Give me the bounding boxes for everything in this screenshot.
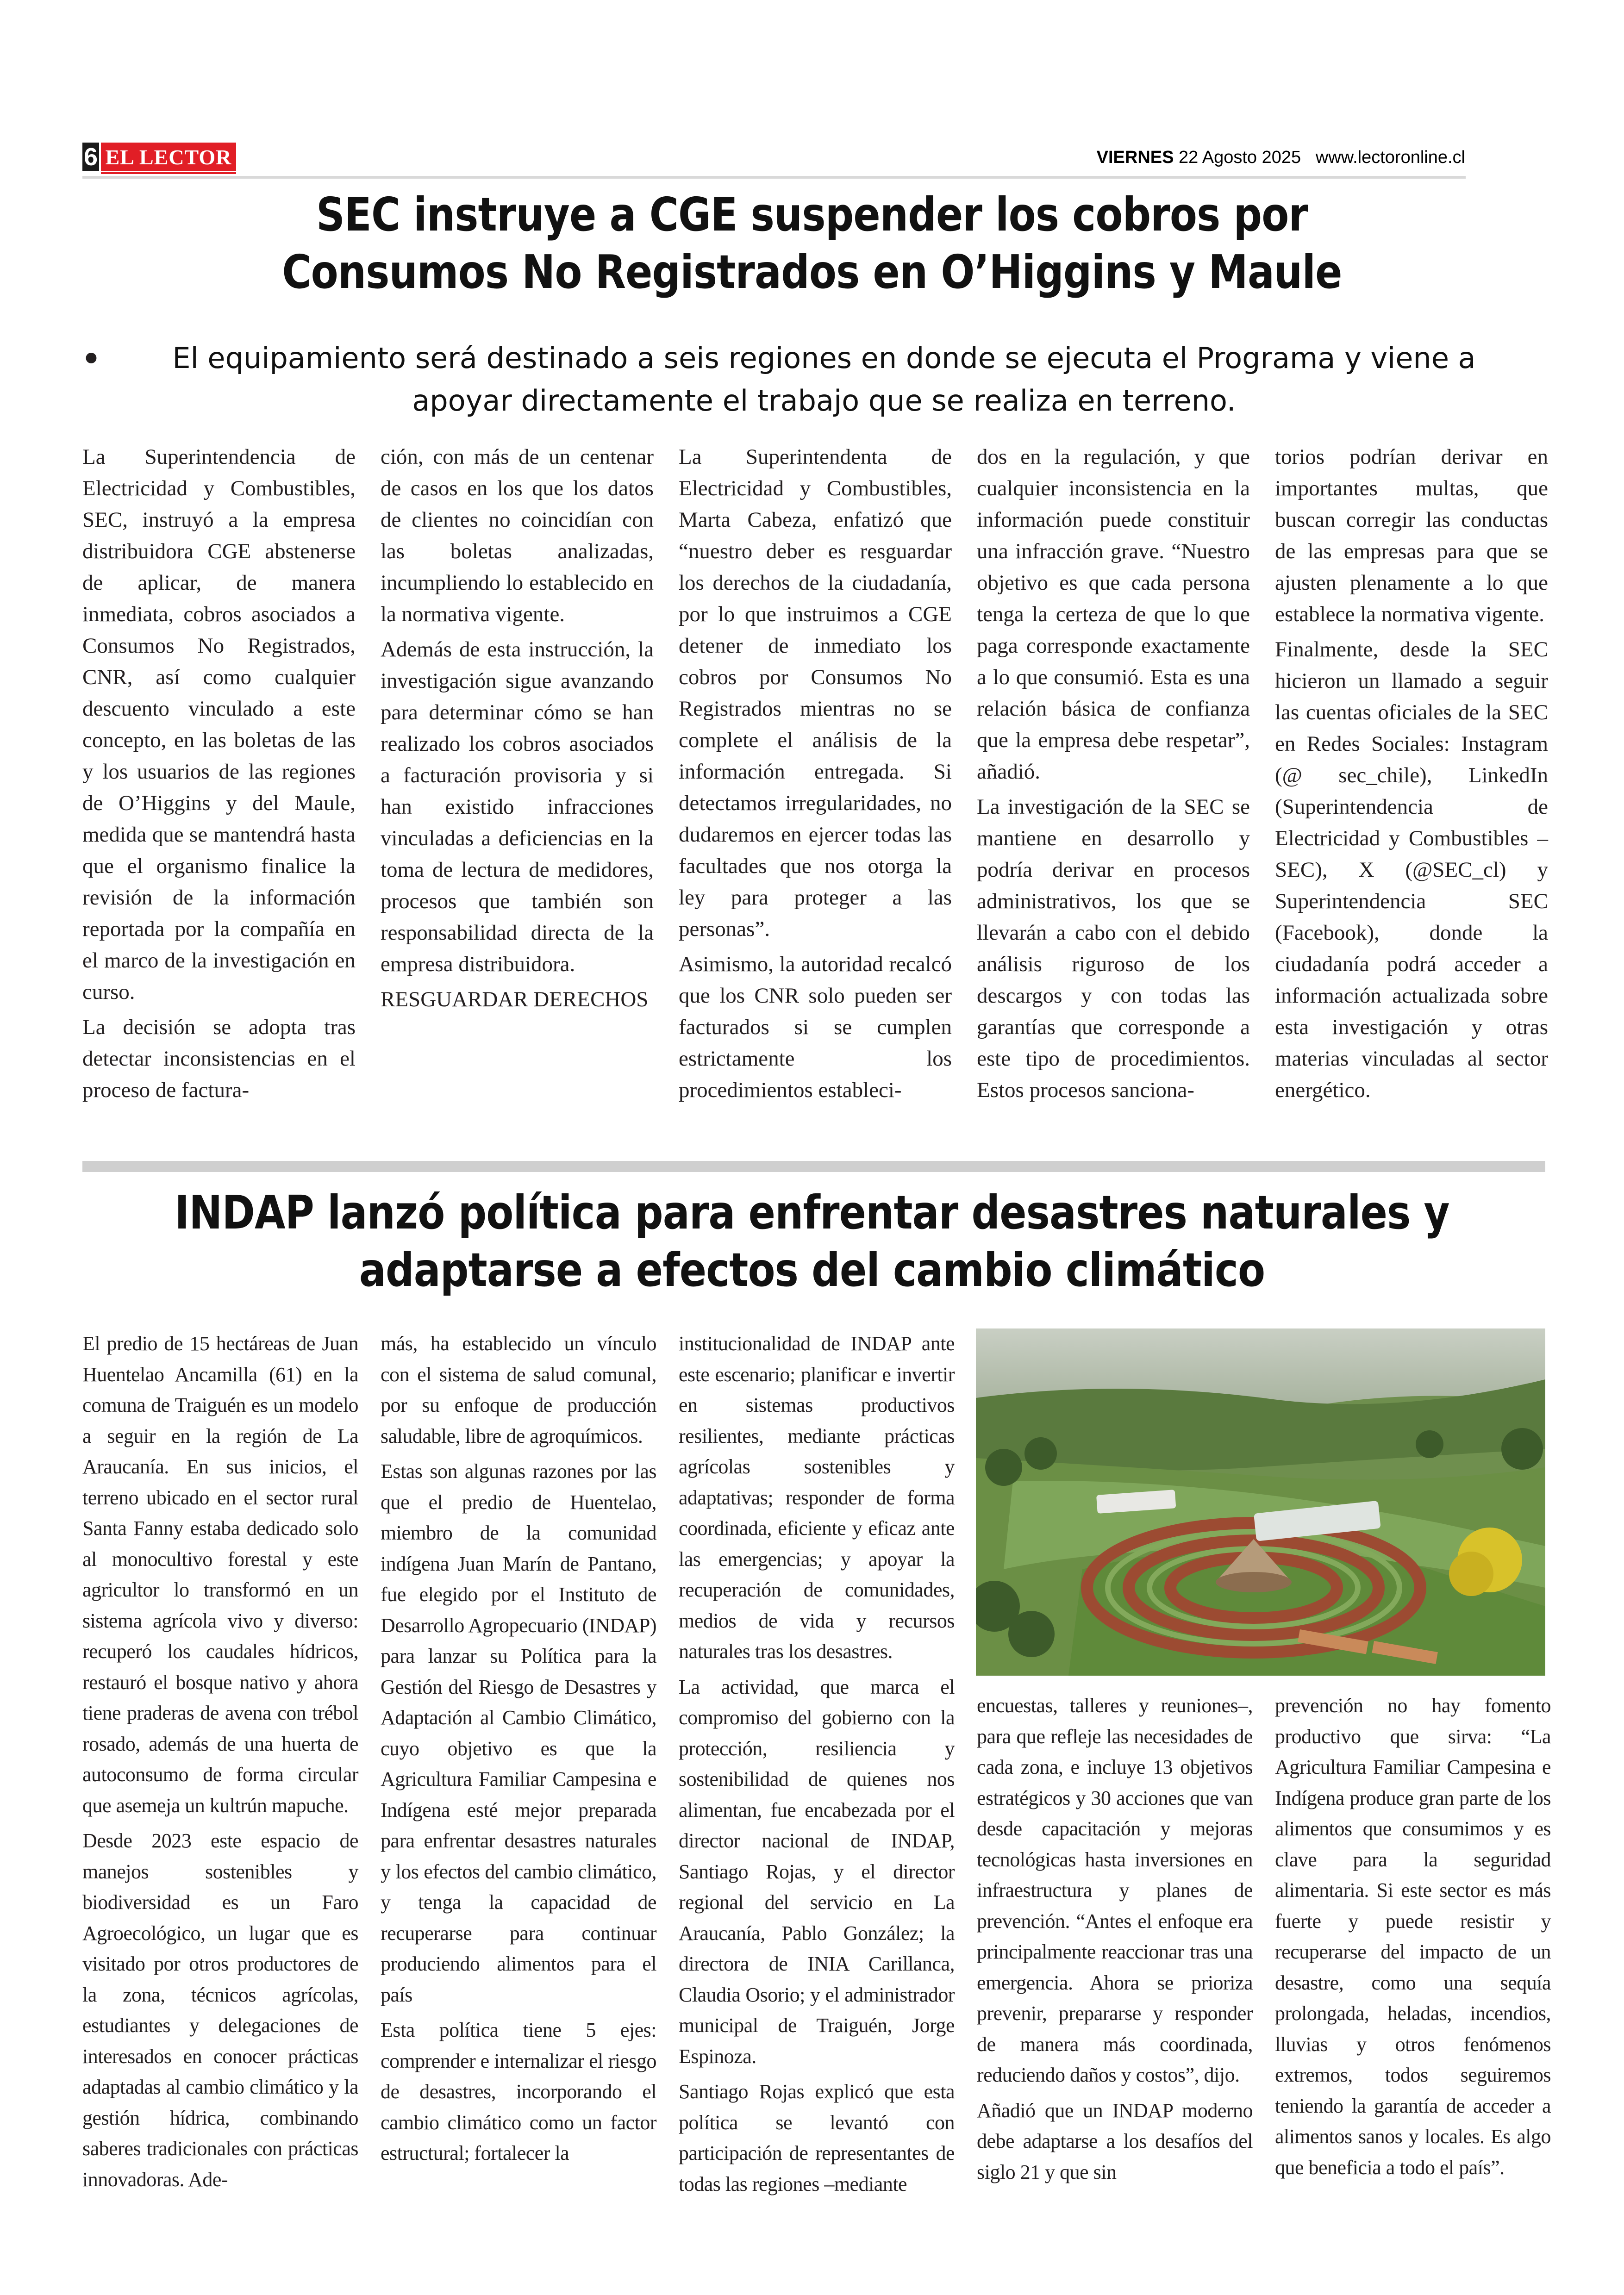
article1-headline — [174, 186, 1451, 301]
issue-day: VIERNES — [1096, 148, 1174, 167]
logo-underline — [101, 172, 236, 174]
paragraph: institucionalidad de INDAP ante este escenario; planificar e invertir en sistemas productivos resilientes, mediante prácticas agrícolas sostenibles y adaptativas; responder de forma coordinada, eficiente y eficaz ante las emergencias; y apoyar la recuperación de comunidades, medios de vida y recursos naturales tras los desastres. — [679, 1332, 955, 1663]
article2-headline-line1: INDAP lanzó política para enfrentar desastres naturales y — [175, 1185, 1449, 1240]
article1-column-2 — [381, 441, 654, 1019]
paragraph: Desde 2023 este espacio de manejos sostenibles y biodiversidad es un Faro Agroecológico, un lugar que es visitado por otros productores de la zona, técnicos agrícolas, estudiantes y delegaciones de interesados en conocer prácticas adaptadas al cambio climático y la gestión hídrica, combinando saberes tradicionales con prácticas innovadoras. Ade- — [82, 1829, 358, 2191]
paragraph: La Superintendencia de Electricidad y Combustibles, SEC, instruyó a la empresa distribuidora CGE abstenerse de aplicar, de manera inmediata, cobros asociados a Consumos No Registrados, CNR, así como cualquier descuento vinculado a este concepto, en las boletas de las y los usuarios de las regiones de O’Higgins y del Maule, medida que se mantendrá hasta que el organismo finalice la revisión de la información reportada por la compañía en el marco de la investigación en curso. — [82, 445, 356, 1004]
page-number: 6 — [82, 143, 99, 171]
paragraph: El predio de 15 hectáreas de Juan Huentelao Ancamilla (61) en la comuna de Traiguén es un modelo a seguir en la región de La Araucanía. En sus inicios, el terreno ubicado en el sector rural Santa Fanny estaba dedicado solo al monocultivo forestal y este agricultor lo transformó en un sistema agrícola vivo y diverso: recuperó los caudales hídricos, restauró el bosque nativo y ahora tiene praderas de avena con trébol rosado, además de una huerta de autoconsumo de forma circular que asemeja un kultrún mapuche. — [82, 1332, 358, 1817]
article2-headline-line2: adaptarse a efectos del cambio climático — [359, 1243, 1265, 1297]
website: www.lectoronline.cl — [1315, 148, 1465, 167]
paragraph: más, ha establecido un vínculo con el sistema de salud comunal, por su enfoque de producción saludable, libre de agroquímicos. — [381, 1332, 656, 1447]
paragraph: encuestas, talleres y reuniones–, para que refleje las necesidades de cada zona, e incluye 13 objetivos estratégicos y 30 acciones que van desde capacitación y mejoras tecnológicas hasta inversiones en infraestructura y planes de prevención. “Antes el enfoque era principalmente reaccionar tras una emergencia. Ahora se prioriza prevenir, prepararse y responder de manera más coordinada, reduciendo daños y costos”, dijo. — [977, 1694, 1253, 2086]
article2-column-4 — [977, 1690, 1253, 2192]
paragraph: Finalmente, desde la SEC hicieron un llamado a seguir las cuentas oficiales de la SEC en Redes Sociales: Instagram (@ sec_chile), LinkedIn (Superintendencia de Electricidad y Combustibles – SEC), X (@SEC_cl) y Superintendencia SEC (Facebook), donde la ciudadanía podrá acceder a información actualizada sobre esta investigación y otras materias vinculadas al sector energético. — [1275, 637, 1548, 1102]
paragraph: prevención no hay fomento productivo que sirva: “La Agricultura Familiar Campesina e Indígena produce gran parte de los alimentos que consumimos y es clave para la seguridad alimentaria. Si este sector es más fuerte y puede resistir y recuperarse del impacto de un desastre, como una sequía prolongada, heladas, incendios, lluvias y otros fenómenos extremos, todos seguiremos teniendo la garantía de acceder a alimentos sanos y locales. Es algo que beneficia a todo el país”. — [1275, 1694, 1551, 2179]
issue-dateline — [1097, 144, 1465, 170]
paragraph: La Superintendenta de Electricidad y Combustibles, Marta Cabeza, enfatizó que “nuestro deber es resguardar los derechos de la ciudadanía, por lo que instruimos a CGE detener de inmediato los cobros por Consumos No Registrados mientras no se complete el análisis de la información entregada. Si detectamos irregularidades, no dudaremos en ejercer todas las facultades que nos otorga la ley para proteger a las personas”. — [679, 445, 952, 941]
paragraph: Añadió que un INDAP moderno debe adaptarse a los desafíos del siglo 21 y que sin — [977, 2099, 1253, 2183]
dek-bullet: • — [85, 337, 98, 378]
paragraph: Asimismo, la autoridad recalcó que los CNR solo pueden ser facturados si se cumplen estrictamente los procedimientos estableci- — [679, 952, 952, 1102]
header-rule — [82, 176, 1466, 179]
paragraph: Esta política tiene 5 ejes: comprender e internalizar el riesgo de desastres, incorporando el cambio climático como un factor estructural; fortalecer la — [381, 2019, 656, 2164]
article2-headline — [174, 1184, 1451, 1299]
paragraph: Estas son algunas razones por las que el predio de Huentelao, miembro de la comunidad indígena Juan Marín de Pantano, fue elegido por el Instituto de Desarrollo Agropecuario (INDAP) para lanzar su Política para la Gestión del Riesgo de Desastres y Adaptación al Cambio Climático, cuyo objetivo es que la Agricultura Familiar Campesina e Indígena esté mejor preparada para enfrentar desastres naturales y los efectos del cambio climático, y tenga la capacidad de recuperarse para continuar produciendo alimentos para el país — [381, 1460, 656, 2006]
article1-column-5 — [1275, 441, 1548, 1110]
paragraph: Además de esta instrucción, la investigación sigue avanzando para determinar cómo se han realizado los cobros asociados a facturación provisoria y si han existido infracciones vinculadas a deficiencias en la toma de lectura de medidores, procesos que también son responsabilidad directa de la empresa distribuidora. — [381, 637, 654, 976]
aerial-farm-photo — [976, 1328, 1545, 1676]
article1-dek: El equipamiento será destinado a seis regiones en donde se ejecuta el Programa y viene a apoyar directamente el trabajo que se realiza en terreno. — [172, 341, 1476, 418]
section-divider — [82, 1161, 1545, 1172]
article2-column-3 — [679, 1328, 955, 2204]
issue-date: 22 Agosto 2025 — [1179, 148, 1301, 167]
article1-headline-line2: Consumos No Registrados en O’Higgins y Maule — [282, 245, 1342, 299]
paragraph: torios podrían derivar en importantes multas, que buscan corregir las conductas de las empresas para que se ajusten plenamente a lo que establece la normativa vigente. — [1275, 445, 1548, 626]
paragraph: La decisión se adopta tras detectar inconsistencias en el proceso de factura- — [82, 1015, 356, 1102]
paragraph: La actividad, que marca el compromiso del gobierno con la protección, resiliencia y sostenibilidad de quienes nos alimentan, fue encabezada por el director nacional de INDAP, Santiago Rojas, y el director regional del servicio en La Araucanía, Pablo González; la directora de INIA Carillanca, Claudia Osorio; y el administrador municipal de Traiguén, Jorge Espinoza. — [679, 1675, 955, 2068]
paragraph: La investigación de la SEC se mantiene en desarrollo y podría derivar en procesos administrativos, los que se llevarán a cabo con el debido análisis riguroso de los descargos y con todas las garantías que corresponde a este tipo de procedimientos. Estos procesos sanciona- — [977, 795, 1250, 1102]
paragraph: ción, con más de un centenar de casos en los que los datos de clientes no coincidían con las boletas analizadas, incumpliendo lo establecido en la normativa vigente. — [381, 445, 654, 626]
article1-column-3 — [679, 441, 952, 1110]
article2-column-2 — [381, 1328, 656, 2174]
subhead: RESGUARDAR DERECHOS — [381, 987, 649, 1011]
article1-column-1 — [82, 441, 356, 1110]
article2-column-5 — [1275, 1690, 1551, 2188]
paragraph: dos en la regulación, y que cualquier inconsistencia en la información puede constituir una infracción grave. “Nuestro objetivo es que cada persona tenga la certeza de que lo que paga corresponde exactamente a lo que consumió. Esta es una relación básica de confianza que la empresa debe respetar”, añadió. — [977, 445, 1250, 784]
newspaper-logo: EL LECTOR — [101, 143, 236, 171]
article1-headline-line1: SEC instruye a CGE suspender los cobros por — [316, 187, 1308, 242]
article1-column-4 — [977, 441, 1250, 1110]
paragraph: Santiago Rojas explicó que esta política se levantó con participación de representantes de todas las regiones –mediante — [679, 2080, 955, 2195]
article2-column-1 — [82, 1328, 358, 2200]
